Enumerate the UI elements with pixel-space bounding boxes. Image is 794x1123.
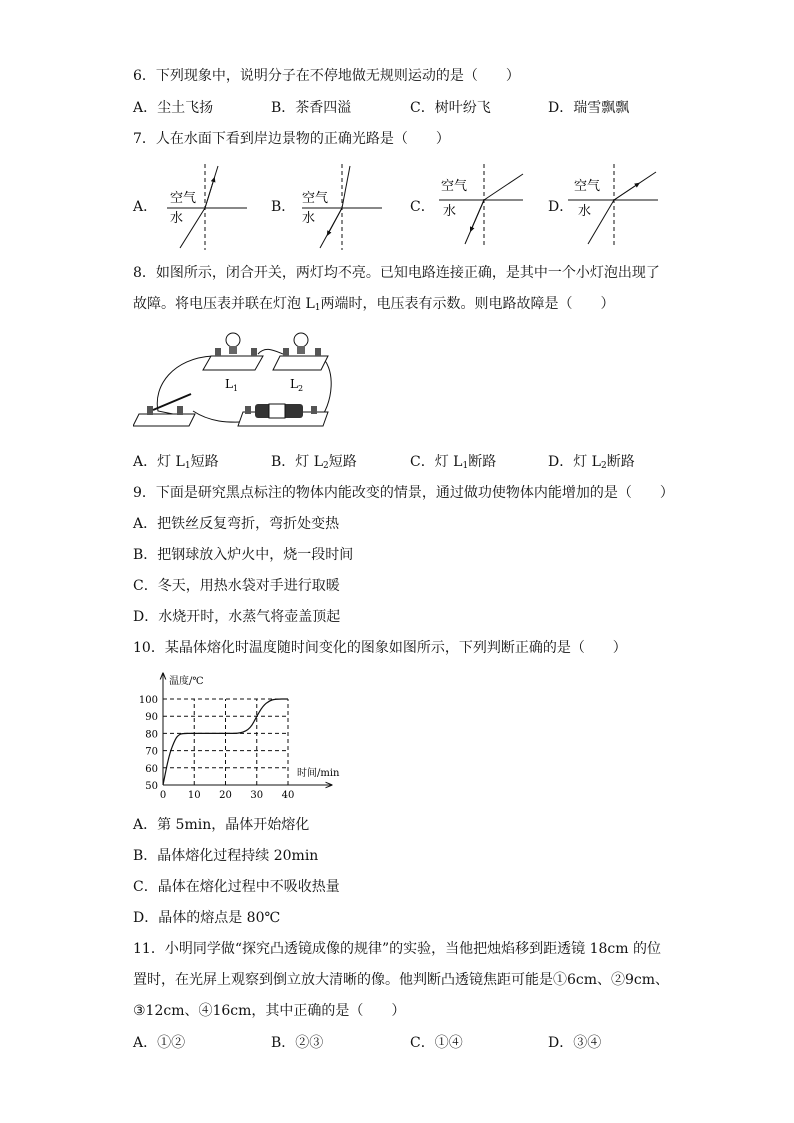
x-axis-label: 时间/min (297, 768, 340, 779)
y-tick-label: 90 (145, 712, 158, 724)
y-axis-label: 温度/℃ (169, 676, 204, 687)
light-path-diagram-b (288, 162, 388, 252)
q6-stem: 6．下列现象中，说明分子在不停地做无规则运动的是（ ） (133, 68, 520, 84)
q11-option-d: D．③④ (548, 1035, 602, 1051)
q8-option-b: B．灯 $L_2$短路 (271, 454, 357, 471)
melting-curve-chart (133, 668, 353, 803)
light-path-diagram-c (427, 162, 527, 252)
x-tick-label: 40 (281, 790, 295, 801)
q6-option-b: B．茶香四溢 (271, 100, 352, 116)
q11-stem-line3: ③12cm、④16cm，其中正确的是（ ） (133, 1003, 406, 1019)
q7-letter-d: D． (548, 199, 574, 215)
air-label: 空气 (302, 191, 329, 206)
q7-letter-a: A． (133, 199, 158, 215)
air-label: 空气 (574, 179, 601, 194)
q11-stem-line1: 11．小明同学做“探究凸透镜成像的规律”的实验，当他把烛焰移到距透镜 18cm 的位 (133, 941, 661, 957)
q8-stem-line2: 故障。将电压表并联在灯泡 $L_1$两端时，电压表有示数。则电路故障是（ ） (133, 296, 615, 313)
lamp-l2-label: $L_2$ (290, 377, 304, 393)
y-tick-label: 80 (145, 729, 158, 741)
q9-option-b: B．把钢球放入炉火中，烧一段时间 (133, 547, 354, 563)
q9-stem: 9．下面是研究黑点标注的物体内能改变的情景，通过做功使物体内能增加的是（ ） (133, 485, 674, 501)
q7-stem: 7．人在水面下看到岸边景物的正确光路是（ ） (133, 131, 450, 147)
x-tick-label: 0 (159, 790, 167, 801)
light-path-diagram-a (150, 162, 250, 252)
x-tick-label: 10 (187, 790, 201, 801)
lamp-l1 (203, 333, 263, 370)
y-tick-label: 60 (145, 763, 158, 775)
x-tick-label: 20 (219, 790, 232, 801)
water-label: 水 (443, 204, 457, 219)
water-label: 水 (170, 211, 184, 226)
q6-option-a: A．尘土飞扬 (133, 100, 214, 116)
q9-option-d: D．水烧开时，水蒸气将壶盖顶起 (133, 609, 341, 625)
y-tick-label: 50 (145, 781, 158, 792)
q10-stem: 10．某晶体熔化时温度随时间变化的图象如图所示，下列判断正确的是（ ） (133, 640, 627, 656)
q11-option-a: A．①② (133, 1035, 186, 1051)
q8-option-d: D．灯 $L_2$断路 (548, 454, 635, 471)
q10-option-a: A．第 5min，晶体开始熔化 (133, 817, 310, 833)
x-tick-label: 30 (250, 790, 264, 801)
lamp-l1-label: $L_1$ (225, 377, 239, 393)
air-label: 空气 (441, 179, 468, 194)
q10-option-d: D．晶体的熔点是 80℃ (133, 910, 281, 926)
q8-stem-line1: 8．如图所示，闭合开关，两灯均不亮。已知电路连接正确，是其中一个小灯泡出现了 (133, 265, 660, 281)
q11-stem-line2: 置时，在光屏上观察到倒立放大清晰的像。他判断凸透镜焦距可能是①6cm、②9cm、 (133, 972, 670, 988)
y-tick-label: 100 (138, 695, 158, 706)
lamp-l2 (273, 333, 328, 370)
q11-option-c: C．①④ (410, 1035, 463, 1051)
q7-letter-b: B． (271, 199, 296, 215)
switch (133, 394, 195, 426)
q9-option-c: C．冬天，用热水袋对手进行取暖 (133, 578, 340, 594)
q10-option-c: C．晶体在熔化过程中不吸收热量 (133, 879, 340, 895)
q10-option-b: B．晶体熔化过程持续 20min (133, 848, 319, 864)
q11-option-b: B．②③ (271, 1035, 324, 1051)
air-label: 空气 (170, 191, 197, 206)
water-label: 水 (302, 211, 316, 226)
chart-grid (163, 699, 288, 785)
q6-option-c: C．树叶纷飞 (410, 100, 491, 116)
y-tick-label: 70 (145, 746, 158, 758)
circuit-diagram (133, 326, 343, 438)
q8-option-c: C．灯 $L_1$断路 (410, 454, 497, 471)
q8-option-a: A．灯 $L_1$短路 (133, 454, 219, 471)
q7-letter-c: C． (410, 199, 435, 215)
q6-option-d: D．瑞雪飘飘 (548, 100, 630, 116)
q9-option-a: A．把铁丝反复弯折，弯折处变热 (133, 516, 340, 532)
light-path-diagram-d (566, 162, 666, 252)
battery (238, 404, 328, 426)
water-label: 水 (578, 204, 592, 219)
